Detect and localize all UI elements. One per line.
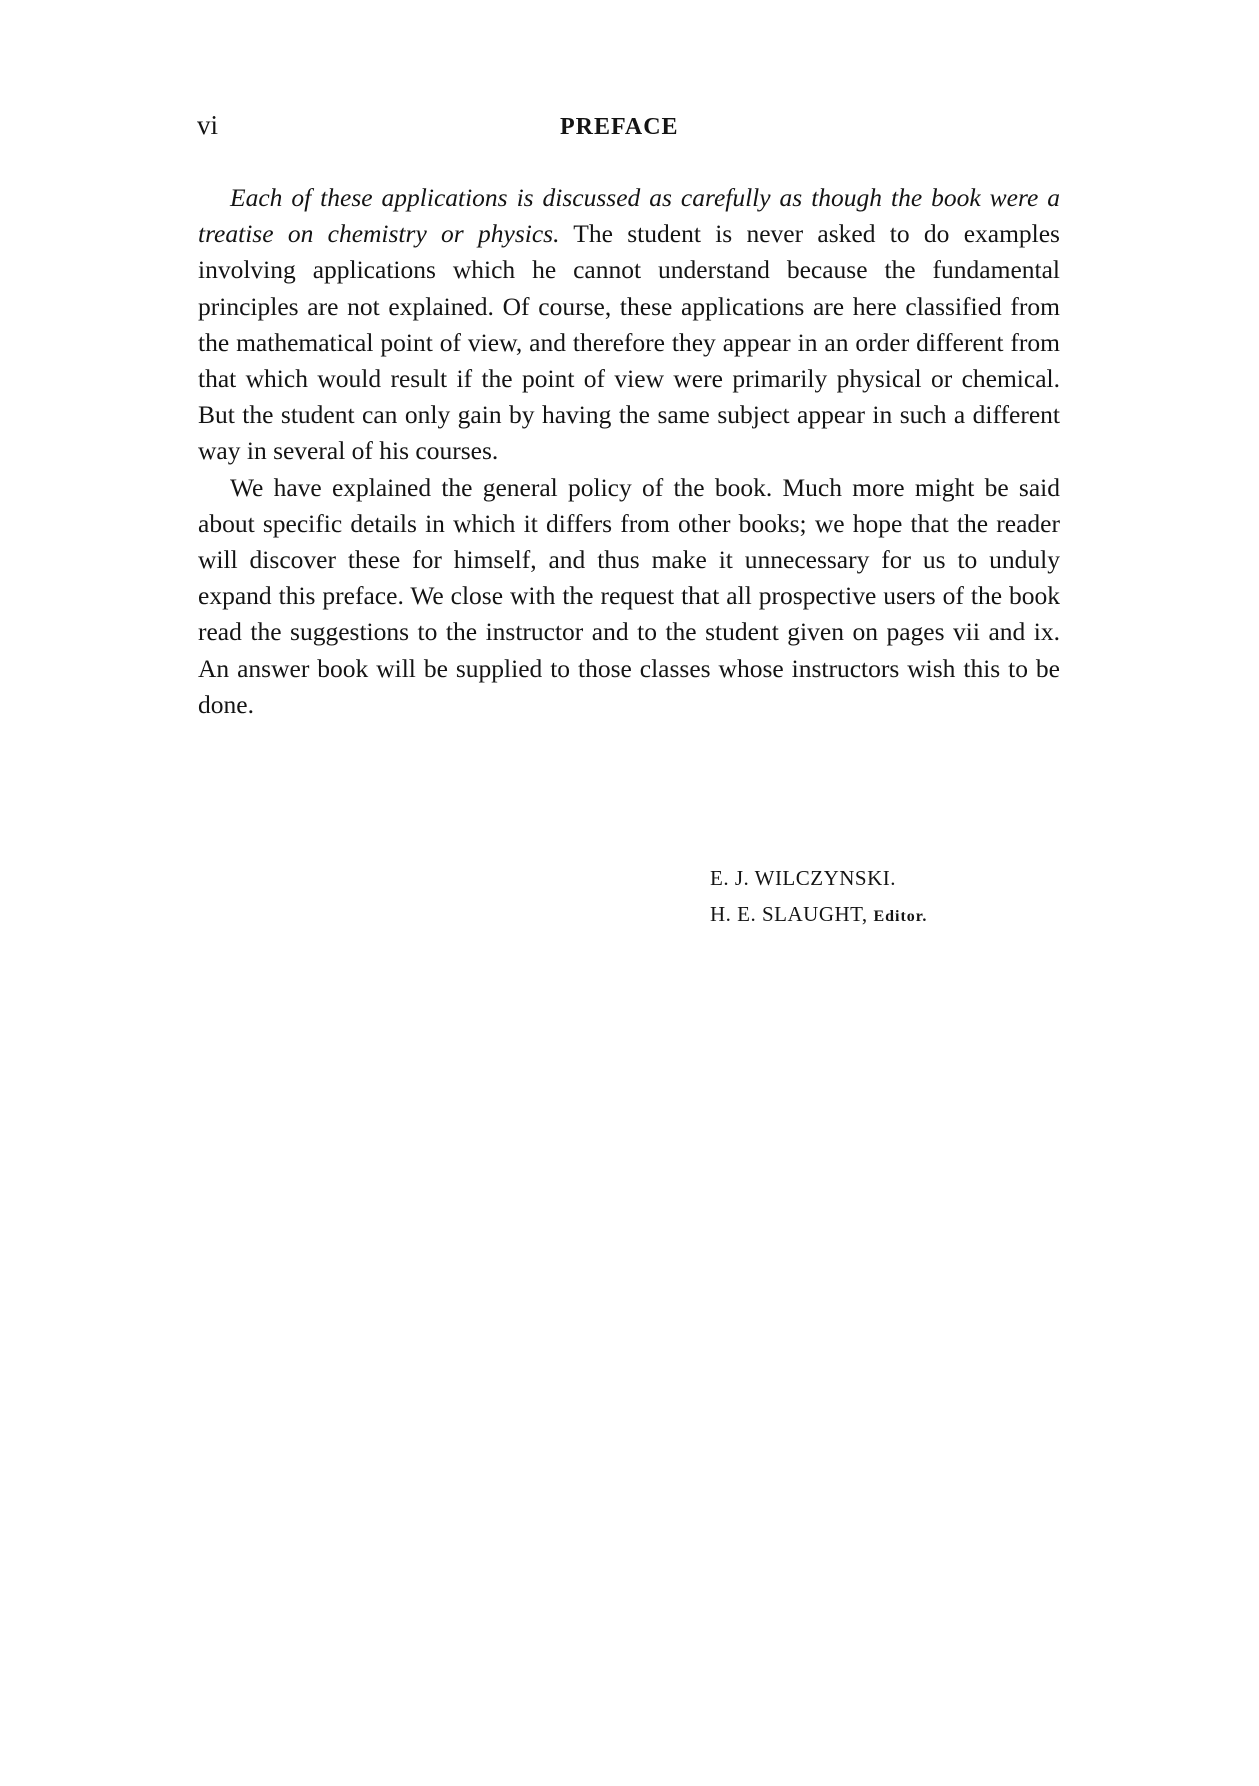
signature-editor xyxy=(710,896,927,935)
paragraph-1-italic-lead: Each of these applications is discussed as carefully as though the book were a treatise on chemistry or physics. xyxy=(198,183,1060,249)
signature-author: E. J. WILCZYNSKI. xyxy=(710,866,897,890)
paragraph-1 xyxy=(198,180,1060,470)
paragraph-2 xyxy=(198,470,1060,723)
signature-editor-role: Editor. xyxy=(873,908,928,925)
preface-body xyxy=(198,180,1060,723)
paragraph-2-text: We have explained the general policy of the book. Much more might be said about specific details in which it differs from other books; we hope that the reader will discover these for himself, and thus make it unnecessary for us to unduly expand this preface. We close with the request that all prospective users of the book read the suggestions to the instructor and to the student given on pages vii and ix. An answer book will be supplied to those classes whose instructors wish this to be done. xyxy=(198,472,1060,719)
paragraph-1-text: The student is never asked to do examples involving applications which he cannot understand because the fundamental principles are not explained. Of course, these applications are here classified from the mathematical point of view, and therefore they appear in an order different from that which would result if the point of view were primarily physical or chemical. But the student can only gain by having the same subject appear in such a different way in several of his courses. xyxy=(198,219,1060,466)
signature-block xyxy=(710,860,927,935)
page-number: vi xyxy=(197,110,219,140)
running-head-title: PREFACE xyxy=(560,114,679,140)
signature-editor-name: H. E. SLAUGHT, xyxy=(710,902,868,926)
